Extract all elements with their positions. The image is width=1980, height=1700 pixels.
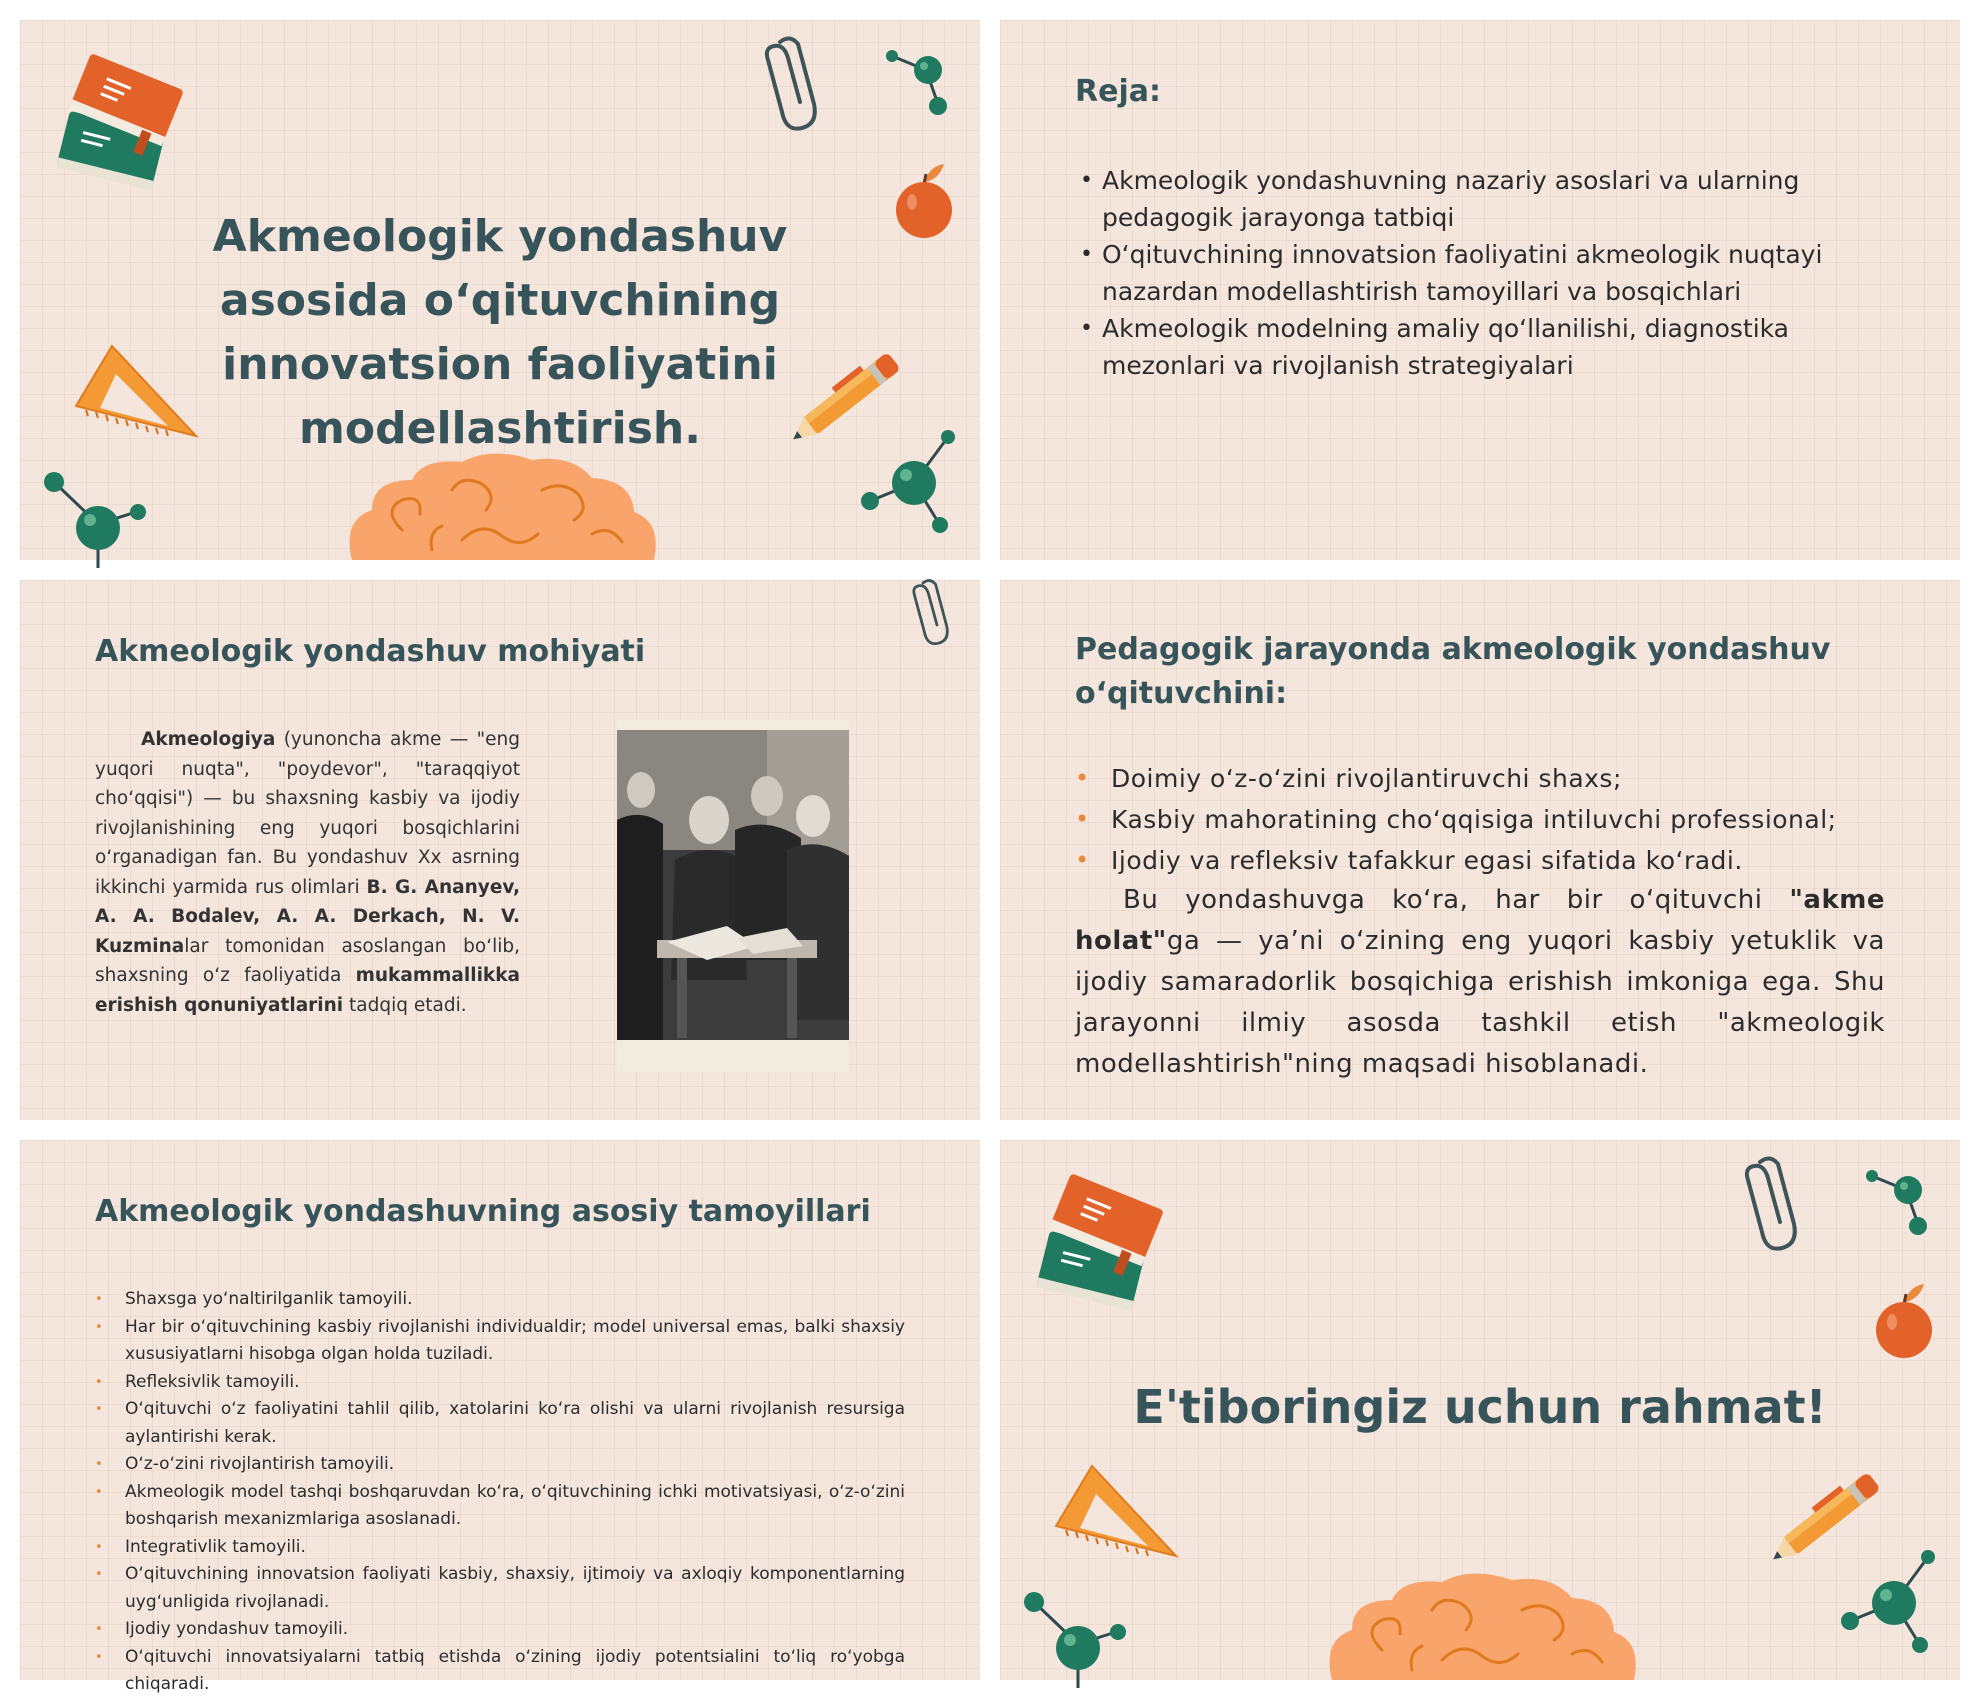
molecule-icon [1830, 1545, 1940, 1655]
paperclip-icon [1740, 1152, 1800, 1252]
list-item: • Akmeologik yondashuvning nazariy asoslari va ularning pedagogik jarayonga tatbiqi [1080, 162, 1840, 236]
paragraph-text: lar tomonidan asoslangan bo‘lib, shaxsning o‘z faoliyatida [95, 935, 520, 986]
presentation-title: Akmeologik yondashuv asosida o‘qituvchining innovatsion faoliyatini modellashtirish. [212, 211, 788, 454]
slide-principles [20, 1140, 980, 1694]
list-item: • Integrativlik tamoyili. [95, 1534, 905, 1562]
feature-list [1075, 758, 1895, 881]
list-item: • Doimiy o‘z-o‘zini rivojlantiruvchi shaxs; [1075, 758, 1895, 799]
section-title: Akmeologik yondashuv mohiyati [95, 634, 646, 669]
definition-paragraph [95, 725, 520, 1020]
list-item: • Ijodiy va refleksiv tafakkur egasi sifatida ko‘radi. [1075, 840, 1895, 881]
molecule-icon [1860, 1164, 1940, 1244]
bold-phrase: mukammallikka erishish qonuniyatlarini [95, 965, 520, 1016]
plan-title: Reja: [1075, 74, 1161, 109]
list-item: • O‘qituvchi o‘z faoliyatini tahlil qilib, xatolarini ko‘ra olishi va ularni rivojlanish resursiga aylantirishi kerak. [95, 1396, 905, 1451]
paperclip-icon [900, 576, 960, 646]
list-item: • Kasbiy mahoratining cho‘qqisiga intiluvchi professional; [1075, 799, 1895, 840]
molecule-icon [880, 44, 960, 124]
bold-phrase: "akme holat" [1075, 885, 1885, 956]
paragraph-text: tadqiq etadi. [343, 994, 467, 1016]
list-item: • Shaxsga yo‘naltirilganlik tamoyili. [95, 1286, 905, 1314]
books-icon [1030, 1170, 1170, 1330]
molecule-icon [1022, 1590, 1132, 1690]
slide-pedagogical [1000, 580, 1960, 1120]
bold-names: B. G. Ananyev, A. A. Bodalev, A. A. Derkach, N. V. Kuzmina [95, 876, 520, 957]
list-item: • O‘qituvchining innovatsion faoliyatini akmeologik nuqtayi nazardan modellashtirish tamoyillari va bosqichlari [1080, 236, 1840, 310]
section-title: Akmeologik yondashuvning asosiy tamoyillari [95, 1194, 871, 1229]
bold-term: Akmeologiya [141, 729, 276, 750]
list-item: • O‘qituvchi innovatsiyalarni tatbiq etishda o‘zining ijodiy potentsialini to‘liq ro‘yobga chiqaradi. [95, 1644, 905, 1699]
plan-list [1080, 162, 1840, 384]
slide-title [20, 20, 980, 560]
principles-list [95, 1286, 905, 1699]
brain-icon [1282, 1570, 1682, 1680]
historical-photo [617, 720, 849, 1072]
books-icon [50, 50, 190, 210]
slide-thanks [1000, 1140, 1960, 1680]
section-title: Pedagogik jarayonda akmeologik yondashuv o‘qituvchini: [1075, 632, 1831, 711]
molecule-icon [850, 425, 960, 535]
list-item: • Har bir o‘qituvchining kasbiy rivojlanishi individualdir; model universal emas, balki shaxsiy xususiyatlarni hisobga olgan holda tuziladi. [95, 1314, 905, 1369]
triangle-ruler-icon [1052, 1460, 1182, 1560]
thanks-title: E'tiboringiz uchun rahmat! [1133, 1380, 1827, 1434]
list-item: • O‘qituvchining innovatsion faoliyati kasbiy, shaxsiy, ijtimoiy va axloqiy komponentlarning uyg‘unligida rivojlanadi. [95, 1561, 905, 1616]
slide-plan [1000, 20, 1960, 560]
list-item: • Akmeologik modelning amaliy qo‘llanilishi, diagnostika mezonlari va rivojlanish strategiyalari [1080, 310, 1840, 384]
explanation-paragraph [1075, 880, 1885, 1085]
list-item: • O‘z-o‘zini rivojlantirish tamoyili. [95, 1451, 905, 1479]
slide-essence [20, 580, 980, 1120]
paperclip-icon [760, 32, 820, 132]
list-item: • Ijodiy yondashuv tamoyili. [95, 1616, 905, 1644]
brain-icon [302, 450, 702, 560]
paragraph-text: ga — ya’ni o‘zining eng yuqori kasbiy yetuklik va ijodiy samaradorlik bosqichiga erishish imkoniga ega. Shu jarayonni ilmiy asosda tashkil etish "akmeologik modellashtirish"ning maqsadi hisoblanadi. [1075, 926, 1885, 1079]
paragraph-text: Bu yondashuvga ko‘ra, har bir o‘qituvchi [1123, 885, 1790, 915]
molecule-icon [42, 470, 152, 570]
list-item: • Akmeologik model tashqi boshqaruvdan ko‘ra, o‘qituvchining ichki motivatsiyasi, o‘z-o‘zini boshqarish mexanizmlariga asoslanadi. [95, 1479, 905, 1534]
list-item: • Refleksivlik tamoyili. [95, 1369, 905, 1397]
triangle-ruler-icon [72, 340, 202, 440]
apple-icon [1870, 1280, 1940, 1360]
apple-icon [890, 160, 960, 240]
paragraph-text: (yunoncha akme — "eng yuqori nuqta", "poydevor", "taraqqiyot cho‘qqisi") — bu shaxsning kasbiy va ijodiy rivojlanishining eng yuqori bosqichlarini o‘rganadigan fan. Bu yondashuv Xx asrning ikkinchi yarmida rus olimlari [95, 729, 520, 898]
